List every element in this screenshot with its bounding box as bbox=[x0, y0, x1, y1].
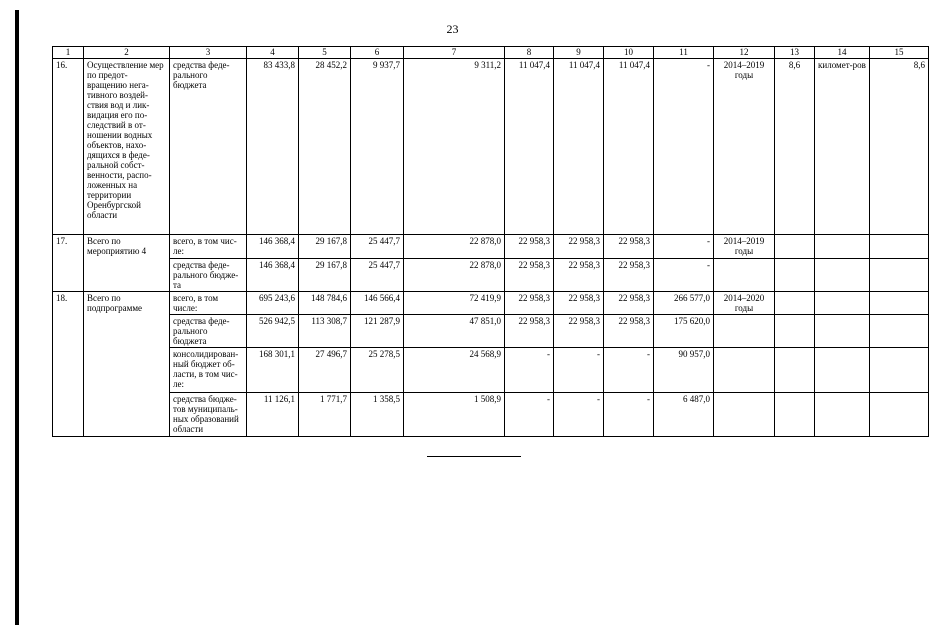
amount-2018: - bbox=[554, 348, 604, 393]
amount-2020: 266 577,0 bbox=[654, 292, 714, 315]
amount-2016: 72 419,9 bbox=[404, 292, 505, 315]
amount-2017: 22 958,3 bbox=[505, 315, 554, 348]
funding-source: всего, в том числе: bbox=[170, 292, 247, 315]
amount-2019: 22 958,3 bbox=[604, 235, 654, 259]
amount-2015: 25 447,7 bbox=[351, 259, 404, 292]
indicator-value-empty bbox=[775, 348, 815, 393]
indicator-target bbox=[870, 292, 929, 315]
amount-2019: 11 047,4 bbox=[604, 59, 654, 235]
amount-2017: 11 047,4 bbox=[505, 59, 554, 235]
header-cell: 11 bbox=[654, 47, 714, 59]
amount-2016: 47 851,0 bbox=[404, 315, 505, 348]
unit-empty bbox=[815, 393, 870, 437]
indicator-value: 8,6 bbox=[775, 59, 815, 235]
amount-total: 83 433,8 bbox=[247, 59, 299, 235]
header-cell: 14 bbox=[815, 47, 870, 59]
measure-name: Осуществление мер по предот-вращению нега-тивного воздей-ствия вод и лик-видация его по-следствий в от-ношении водных объектов, нахо-дящихся в феде-ральной собст-венности, распо-ложенных на территории Оренбургской области bbox=[84, 59, 170, 235]
amount-2017: 22 958,3 bbox=[505, 235, 554, 259]
amount-2018: 22 958,3 bbox=[554, 235, 604, 259]
amount-2019: 22 958,3 bbox=[604, 259, 654, 292]
amount-2015: 25 447,7 bbox=[351, 235, 404, 259]
table-row bbox=[53, 315, 929, 348]
unit bbox=[815, 292, 870, 315]
period-empty bbox=[714, 259, 775, 292]
header-cell: 1 bbox=[53, 47, 84, 59]
indicator-value bbox=[775, 235, 815, 259]
amount-2020: 175 620,0 bbox=[654, 315, 714, 348]
header-cell: 7 bbox=[404, 47, 505, 59]
page-number: 23 bbox=[446, 22, 459, 36]
amount-2020: - bbox=[654, 259, 714, 292]
unit-empty bbox=[815, 259, 870, 292]
amount-2016: 22 878,0 bbox=[404, 235, 505, 259]
amount-total: 526 942,5 bbox=[247, 315, 299, 348]
amount-2016: 1 508,9 bbox=[404, 393, 505, 437]
amount-2016: 24 568,9 bbox=[404, 348, 505, 393]
amount-2017: 22 958,3 bbox=[505, 259, 554, 292]
amount-total: 695 243,6 bbox=[247, 292, 299, 315]
period: 2014–2019 годы bbox=[714, 59, 775, 235]
funding-source: средства феде-рального бюджета bbox=[170, 315, 247, 348]
amount-2014: 148 784,6 bbox=[299, 292, 351, 315]
measure-name: Всего по подпрограмме bbox=[84, 292, 170, 437]
header-cell: 15 bbox=[870, 47, 929, 59]
funding-source: средства бюдже-тов муниципаль-ных образований области bbox=[170, 393, 247, 437]
period: 2014–2019 годы bbox=[714, 235, 775, 259]
row-number: 16. bbox=[53, 59, 84, 235]
row-number: 17. bbox=[53, 235, 84, 292]
amount-2019: 22 958,3 bbox=[604, 292, 654, 315]
unit-empty bbox=[815, 315, 870, 348]
amount-2017: 22 958,3 bbox=[505, 292, 554, 315]
amount-2015: 25 278,5 bbox=[351, 348, 404, 393]
end-separator-line bbox=[427, 456, 521, 457]
amount-2017: - bbox=[505, 393, 554, 437]
header-cell: 2 bbox=[84, 47, 170, 59]
funding-source: средства феде-рального бюдже-та bbox=[170, 259, 247, 292]
amount-2016: 9 311,2 bbox=[404, 59, 505, 235]
amount-2015: 121 287,9 bbox=[351, 315, 404, 348]
header-cell: 4 bbox=[247, 47, 299, 59]
unit: километ-ров bbox=[815, 59, 870, 235]
amount-2020: 90 957,0 bbox=[654, 348, 714, 393]
indicator-value-empty bbox=[775, 393, 815, 437]
header-cell: 8 bbox=[505, 47, 554, 59]
funding-source: средства феде-рального бюджета bbox=[170, 59, 247, 235]
amount-2015: 9 937,7 bbox=[351, 59, 404, 235]
unit-empty bbox=[815, 348, 870, 393]
amount-2014: 28 452,2 bbox=[299, 59, 351, 235]
amount-2020: 6 487,0 bbox=[654, 393, 714, 437]
amount-total: 146 368,4 bbox=[247, 259, 299, 292]
indicator-target-empty bbox=[870, 259, 929, 292]
header-cell: 3 bbox=[170, 47, 247, 59]
indicator-value-empty bbox=[775, 315, 815, 348]
amount-2020: - bbox=[654, 235, 714, 259]
indicator-value bbox=[775, 292, 815, 315]
period-empty bbox=[714, 393, 775, 437]
budget-table bbox=[52, 46, 929, 437]
amount-2020: - bbox=[654, 59, 714, 235]
measure-name: Всего по мероприятию 4 bbox=[84, 235, 170, 292]
header-cell: 12 bbox=[714, 47, 775, 59]
indicator-target bbox=[870, 235, 929, 259]
amount-total: 146 368,4 bbox=[247, 235, 299, 259]
unit bbox=[815, 235, 870, 259]
indicator-target-empty bbox=[870, 393, 929, 437]
amount-2017: - bbox=[505, 348, 554, 393]
amount-2018: 22 958,3 bbox=[554, 259, 604, 292]
amount-2018: 22 958,3 bbox=[554, 315, 604, 348]
funding-source: всего, в том чис-ле: bbox=[170, 235, 247, 259]
header-cell: 9 bbox=[554, 47, 604, 59]
amount-2014: 1 771,7 bbox=[299, 393, 351, 437]
indicator-target-empty bbox=[870, 315, 929, 348]
table-row bbox=[53, 393, 929, 437]
header-row bbox=[53, 47, 929, 59]
amount-2018: 11 047,4 bbox=[554, 59, 604, 235]
amount-2014: 29 167,8 bbox=[299, 259, 351, 292]
amount-2019: - bbox=[604, 348, 654, 393]
header-cell: 6 bbox=[351, 47, 404, 59]
row-number: 18. bbox=[53, 292, 84, 437]
amount-2014: 113 308,7 bbox=[299, 315, 351, 348]
amount-2015: 1 358,5 bbox=[351, 393, 404, 437]
indicator-target-empty bbox=[870, 348, 929, 393]
table-row bbox=[53, 348, 929, 393]
table-row bbox=[53, 259, 929, 292]
left-margin-bar bbox=[15, 10, 19, 625]
indicator-target: 8,6 bbox=[870, 59, 929, 235]
amount-2019: 22 958,3 bbox=[604, 315, 654, 348]
funding-source: консолидирован-ный бюджет об-ласти, в том чис-ле: bbox=[170, 348, 247, 393]
table-row bbox=[53, 292, 929, 315]
indicator-value-empty bbox=[775, 259, 815, 292]
table-row bbox=[53, 235, 929, 259]
amount-2016: 22 878,0 bbox=[404, 259, 505, 292]
period-empty bbox=[714, 348, 775, 393]
amount-2018: - bbox=[554, 393, 604, 437]
amount-total: 168 301,1 bbox=[247, 348, 299, 393]
header-cell: 5 bbox=[299, 47, 351, 59]
amount-2019: - bbox=[604, 393, 654, 437]
amount-total: 11 126,1 bbox=[247, 393, 299, 437]
period: 2014–2020 годы bbox=[714, 292, 775, 315]
amount-2014: 29 167,8 bbox=[299, 235, 351, 259]
header-cell: 13 bbox=[775, 47, 815, 59]
amount-2018: 22 958,3 bbox=[554, 292, 604, 315]
amount-2015: 146 566,4 bbox=[351, 292, 404, 315]
period-empty bbox=[714, 315, 775, 348]
header-cell: 10 bbox=[604, 47, 654, 59]
amount-2014: 27 496,7 bbox=[299, 348, 351, 393]
table-row bbox=[53, 59, 929, 235]
